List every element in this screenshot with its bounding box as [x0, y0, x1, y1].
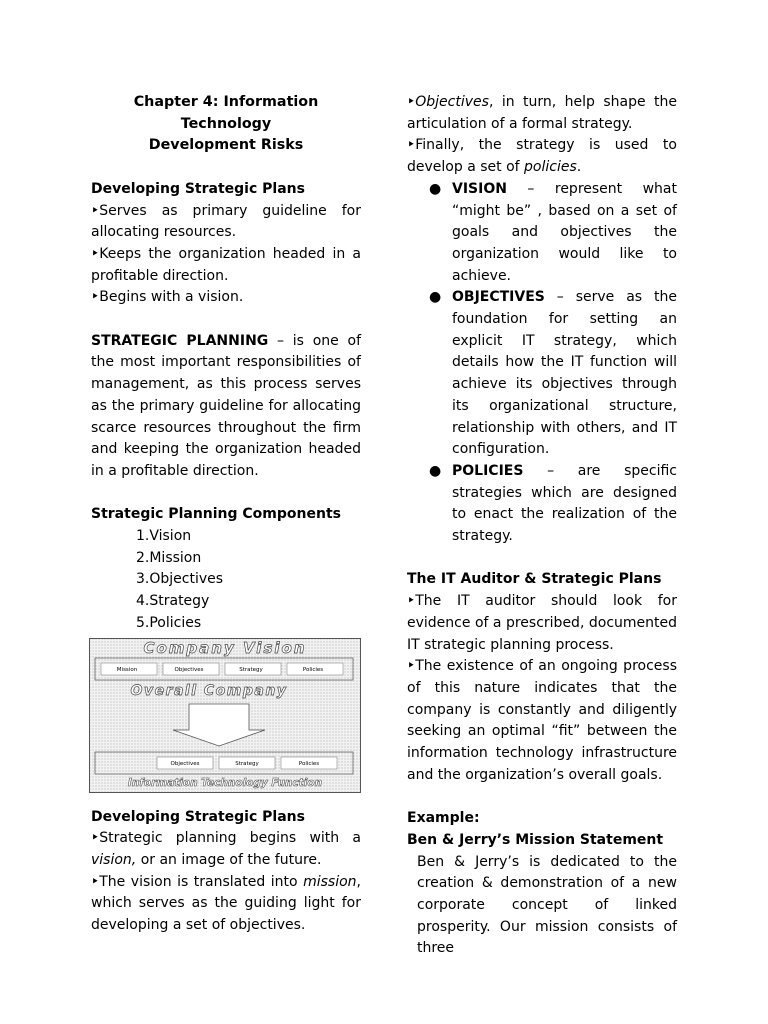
heading-it-auditor: The IT Auditor & Strategic Plans: [407, 571, 662, 588]
figure-band-it: Information Technology Function: [127, 776, 323, 789]
objectives-paragraph: ‣Objectives, in turn, help shape the articulation of a formal strategy.: [407, 94, 677, 132]
figure-box-policies: Policies: [302, 666, 324, 673]
auditor-bullet-2: ‣The existence of an ongoing process of this nature indicates that the company is constantly and diligently seeking an optimal “fit” between the information technology infrastructure and the organization’s overall goals.: [407, 658, 677, 783]
heading-components: Strategic Planning Components: [91, 506, 341, 523]
bullet-keeps: ‣Keeps the organization headed in a profitable direction.: [91, 245, 361, 284]
heading-developing-strategic-plans-2: Developing Strategic Plans: [91, 808, 305, 825]
auditor-bullet-1: ‣The IT auditor should look for evidence of a prescribed, documented IT strategic planning process.: [407, 593, 677, 653]
bullet-dot-icon: ●: [429, 289, 442, 306]
right-column: [407, 92, 677, 960]
heading-example: Example:: [407, 810, 480, 827]
bullet-dot-icon: ●: [429, 180, 442, 197]
heading-ben-jerry: Ben & Jerry’s Mission Statement: [407, 831, 664, 848]
chapter-title-line2: Development Risks: [148, 137, 304, 154]
ben-jerry-text: Ben & Jerry’s is dedicated to the creation & demonstration of a new corporate concept of linked prosperity. Our mission consists of three: [417, 853, 677, 957]
component-item: 2.Mission: [136, 549, 202, 566]
figure-box-mission: Mission: [116, 666, 138, 673]
component-item: 1.Vision: [136, 528, 192, 545]
bullet-begins: ‣Begins with a vision.: [91, 289, 244, 306]
finally-paragraph: ‣Finally, the strategy is used to develop a set of policies.: [407, 137, 677, 176]
figure-box2-policies: Policies: [298, 760, 320, 767]
bullet-vision-mission: ‣The vision is translated into mission, which serves as the guiding light for developing a set of objectives.: [91, 873, 361, 934]
strategy-figure: [89, 638, 361, 793]
figure-box2-strategy: Strategy: [235, 760, 259, 767]
strategic-planning-term: STRATEGIC PLANNING: [91, 332, 269, 349]
component-item: 3.Objectives: [136, 571, 224, 588]
figure-band-overall: Overall Company: [130, 682, 288, 699]
left-column: [91, 92, 361, 937]
strategic-planning-paragraph: STRATEGIC PLANNING – is one of the most important responsibilities of management, as this process serves as the primary guideline for allocating scarce resources throughout the firm and keeping the organization headed in a profitable direction.: [91, 332, 362, 479]
bullet-begins-vision: ‣Strategic planning begins with a vision, or an image of the future.: [91, 830, 361, 868]
bullet-objectives: ● OBJECTIVES – serve as the foundation for setting an explicit IT strategy, which details how the IT function will achieve its objectives through its organizational structure, relationship with others, and IT configuration.: [429, 289, 677, 458]
bullet-policies: ● POLICIES – are specific strategies which are designed to enact the realization of the strategy.: [429, 462, 677, 545]
component-item: 4.Strategy: [136, 593, 210, 610]
bullet-vision: ● VISION – represent what “might be” , based on a set of goals and objectives the organization would like to achieve.: [429, 180, 677, 284]
figure-title: Company Vision: [143, 638, 307, 657]
bullet-dot-icon: ●: [429, 462, 442, 479]
component-item: 5.Policies: [136, 614, 202, 631]
chapter-title-line1: Chapter 4: Information Technology: [133, 94, 319, 132]
heading-developing-strategic-plans: Developing Strategic Plans: [91, 180, 305, 197]
bullet-serves: ‣Serves as primary guideline for allocating resources.: [91, 202, 361, 241]
figure-box2-objectives: Objectives: [170, 760, 200, 767]
figure-box-strategy: Strategy: [239, 666, 263, 673]
figure-box-objectives: Objectives: [174, 666, 204, 673]
